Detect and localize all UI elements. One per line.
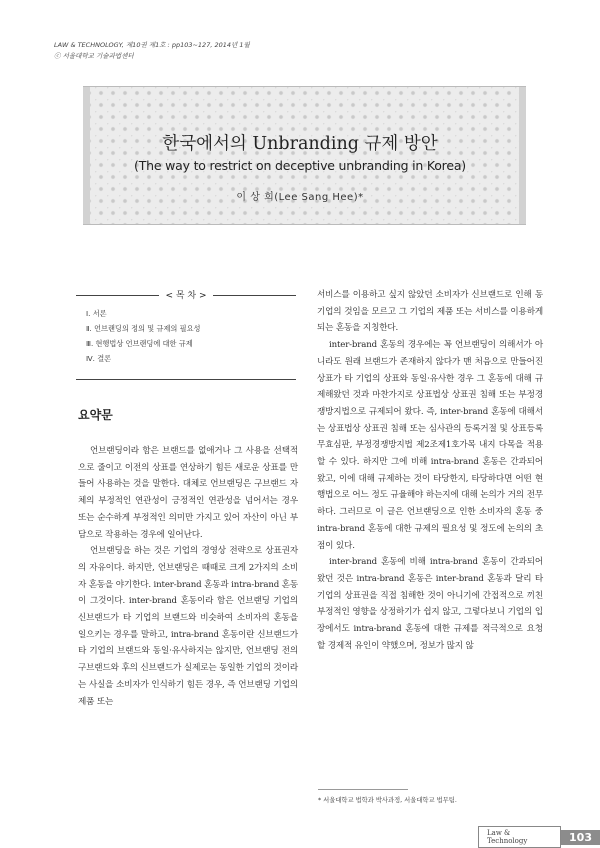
abstract-right-column: [317, 287, 543, 654]
toc-bottom-rule: [76, 379, 296, 380]
table-of-contents: [76, 288, 296, 380]
abstract-heading: 요약문: [78, 408, 113, 422]
toc-heading-text: < 목 차 >: [159, 291, 212, 301]
journal-header: [54, 40, 250, 62]
toc-item[interactable]: Ⅳ. 결론: [86, 354, 112, 363]
article-subtitle: (The way to restrict on deceptive unbranding in Korea): [134, 158, 466, 173]
toc-heading: [76, 288, 296, 301]
abstract-left-column: [78, 443, 298, 710]
article-author: 이 상 희(Lee Sang Hee)*: [236, 192, 364, 203]
abstract-paragraph: 언브랜딩을 하는 것은 기업의 경영상 전략으로 상표권자의 자유이다. 하지만, 언브랜딩은 때때로 크게 2가지의 소비자 혼동을 야기한다. inter-brand 혼동과 intra-brand 혼동이 그것이다. inter-brand 혼동이라 함은 언브랜딩 기업의 신브랜드가 타 기업의 브랜드와 비슷하여 소비자의 혼동을 일으키는 경우를 말하고, intra-brand 혼동이란 신브랜드가 타 기업의 브랜드와 동일·유사하지는 않지만, 언브랜딩 전의 구브랜드와 후의 신브랜드가 실제로는 동일한 기업의 것이라는 사실을 소비자가 인식하기 힘든 경우, 즉 언브랜딩 기업의 제품 또는: [78, 546, 298, 707]
journal-citation: LAW & TECHNOLOGY, 제10권 제1호 : pp103~127, 2014년 1월: [54, 41, 250, 49]
abstract-paragraph: inter-brand 혼동에 비해 intra-brand 혼동이 간과되어왔던 것은 intra-brand 혼동은 inter-brand 혼동과 달리 타 기업의 상표권을 직접 침해한 것이 아니기에 간접적으로 끼친 부정적인 영향을 상정하기가 쉽지 않고, 그렇다보니 기업의 입장에서도 intra-brand 혼동에 대한 규제를 적극적으로 요청할 경제적 유인이 약했으며, 정보가 많지 않: [317, 557, 543, 651]
footnote-rule: [318, 789, 408, 790]
page-number: 103: [561, 830, 600, 845]
footer-journal-label: Law & Technology: [478, 826, 561, 848]
title-banner: [83, 86, 526, 225]
toc-item[interactable]: Ⅰ. 서론: [86, 309, 107, 318]
article-title: 한국에서의 Unbranding 규제 방안: [162, 134, 438, 154]
toc-item[interactable]: Ⅲ. 현행법상 언브랜딩에 대한 규제: [86, 339, 193, 348]
abstract-paragraph: 서비스를 이용하고 싶지 않았던 소비자가 신브랜드로 인해 동 기업의 것임을 모르고 그 기업의 제품 또는 서비스를 이용하게 되는 혼동을 지칭한다.: [317, 290, 543, 334]
abstract-paragraph: inter-brand 혼동의 경우에는 꼭 언브랜딩이 의해서가 아니라도 원래 브랜드가 존재하지 않다가 맨 처음으로 만들어진 상표가 타 기업의 상표와 동일·유사한 경우 그 혼동에 대해 규제해왔던 것과 마찬가지로 상표법상 상표권 침해 또는 부정경쟁방지법으로 규제되어 왔다. 즉, inter-brand 혼동에 대해서는 상표법상 상표권 침해 또는 심사관의 등록거절 및 상표등록무효심판, 부정경쟁방지법 제2조제1호가목 내지 다목을 적용할 수 있다. 하지만 그에 비해 intra-brand 혼동은 간과되어 왔고, 이에 대해 규제하는 것이 타당한지, 타당하다면 어떤 현행법으로 어느 정도 규율해야 하는지에 대해 논의가 거의 전무하다. 그러므로 이 글은 언브랜딩으로 인한 소비자의 혼동 중 intra-brand 혼동에 대한 규제의 필요성 및 정도에 논의의 초점이 있다.: [317, 340, 543, 551]
journal-copyright: ⓒ 서울대학교 기술과법센터: [54, 52, 134, 60]
page-footer: [478, 826, 600, 848]
abstract-paragraph: 언브랜딩이라 함은 브랜드를 없애거나 그 사용을 선택적으로 줄이고 이전의 상표를 연상하기 힘든 새로운 상표를 만들어 사용하는 것을 말한다. 대체로 언브랜딩은 구브랜드 자체의 부정적인 연관성이 긍정적인 연관성을 넘어서는 경우 또는 순수하게 부정적인 의미만 가지고 있어 자산이 아닌 부담으로 작용하는 경우에 일어난다.: [78, 446, 298, 540]
author-footnote: * 서울대학교 법학과 박사과정, 서울대학교 법무팀.: [318, 797, 457, 804]
toc-list: [86, 306, 200, 366]
banner-edge-left: [83, 87, 90, 224]
toc-item[interactable]: Ⅱ. 언브랜딩의 정의 및 규제의 필요성: [86, 324, 201, 333]
banner-edge-right: [519, 87, 526, 224]
